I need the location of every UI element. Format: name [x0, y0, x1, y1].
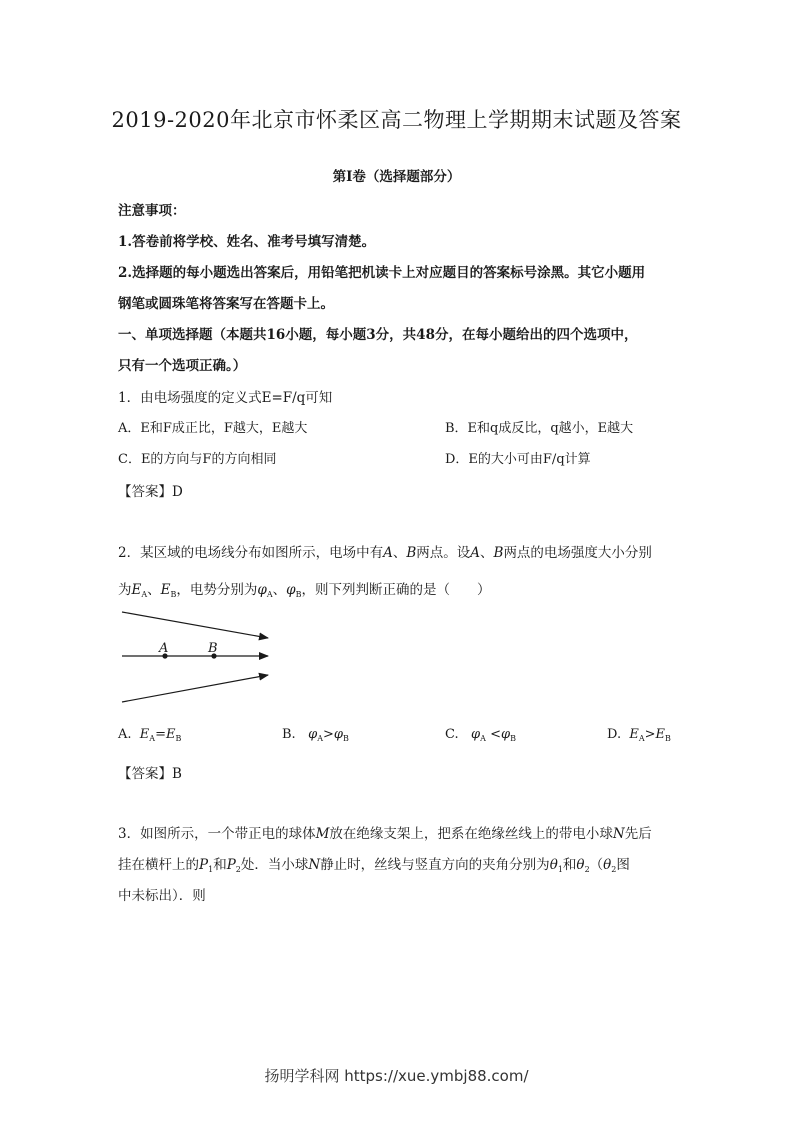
page-title: 2019-2020年北京市怀柔区高二物理上学期期末试题及答案 [111, 108, 682, 132]
q3-line-1: 3．如图所示，一个带正电的球体M放在绝缘支架上，把系在绝缘丝线上的带电小球N先后 [118, 826, 652, 842]
section-heading: 第Ⅰ卷（选择题部分） [332, 169, 461, 185]
q2-option-a: A. $E_A=E_B$ [118, 727, 182, 743]
notice-item-2-line-1: 2.选择题的每小题选出答案后，用铅笔把机读卡上对应题目的答案标号涂黑。其它小题用 [118, 265, 646, 281]
point-a-label: A [159, 641, 169, 656]
q3-line-3: 中未标出）．则 [118, 888, 206, 904]
q2-option-b: B. $\varphi_A>\varphi_B$ [282, 727, 349, 743]
q2-answer: 【答案】B [118, 766, 182, 782]
q1-option-c: C．E的方向与F的方向相同 [118, 452, 277, 467]
field-line-bottom [122, 675, 268, 702]
q3-line-2: 挂在横杆上的$P_1$和$P_2$处．当小球N静止时，丝线与竖直方向的夹角分别为$\theta_1$和$\theta_2(\theta_2$图 [118, 857, 630, 874]
footer-watermark: 扬明学科网 https://xue.ymbj88.com/ [264, 1067, 529, 1085]
q2-option-c: C. $\varphi_A <\varphi_B$ [445, 727, 516, 743]
q2-stem-line-2: 为$E_A$、$E_B$，电势分别为$\varphi_A$、$\varphi_B$，则下列判断正确的是（ ） [118, 582, 491, 599]
q1-option-d: D．E的大小可由F/q计算 [445, 452, 591, 467]
part1-heading-line-1: 一、单项选择题（本题共16小题，每小题3分，共48分，在每小题给出的四个选项中， [118, 327, 638, 343]
point-b-label: B [208, 641, 218, 656]
part1-heading-line-2: 只有一个选项正确。） [118, 358, 247, 374]
field-line-top [122, 612, 268, 638]
q1-option-a: A．E和F成正比，F越大，E越大 [118, 421, 308, 436]
q2-stem-line-1: 2．某区域的电场线分布如图所示，电场中有A、B两点。设A、B两点的电场强度大小分别 [118, 545, 652, 561]
electric-field-lines-figure [118, 605, 278, 711]
q1-stem: 1．由电场强度的定义式E=F/q可知 [118, 390, 333, 406]
q1-answer: 【答案】D [118, 484, 183, 500]
notice-item-1: 1.答卷前将学校、姓名、准考号填写清楚。 [118, 234, 376, 250]
notice-heading: 注意事项： [118, 203, 186, 219]
notice-item-2-line-2: 钢笔或圆珠笔将答案写在答题卡上。 [118, 296, 334, 312]
q1-option-b: B．E和q成反比，q越小，E越大 [445, 421, 634, 436]
q2-option-d: D. $E_A>E_B$ [607, 727, 671, 743]
